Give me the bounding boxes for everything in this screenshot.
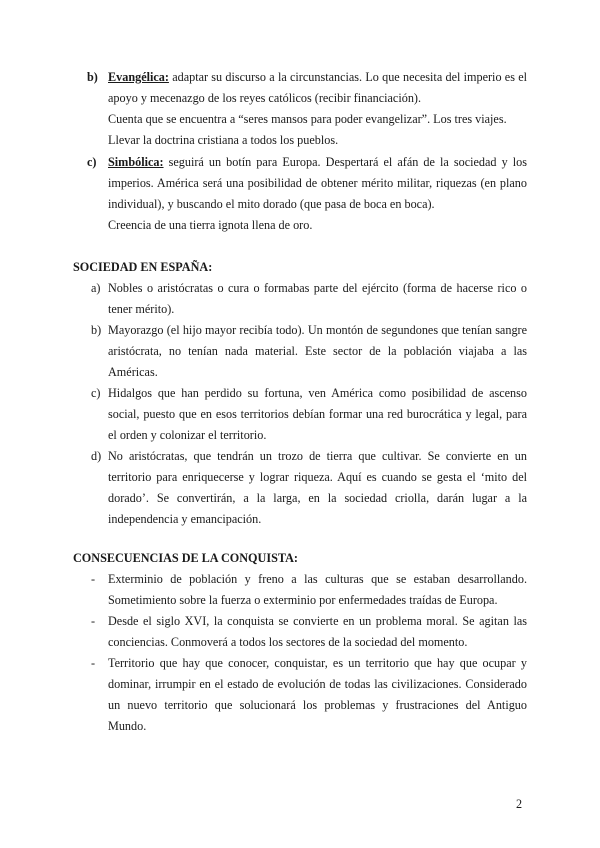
item-lead: Simbólica: bbox=[108, 155, 164, 169]
list-item-text: Nobles o aristócratas o cura o formabas parte del ejército (forma de hacerse rico o tener mérito). bbox=[108, 281, 527, 316]
item-note: Llevar la doctrina cristiana a todos los pueblos. bbox=[108, 133, 339, 147]
list-item-text: No aristócratas, que tendrán un trozo de tierra que cultivar. Se convierte en un territorio para enriquecerse y lograr riqueza. Aquí es cuando se gesta el ‘mito del dorado’. Se convertirán, a la larga, en la sociedad criolla, darán lugar a la independencia y emancipación. bbox=[108, 449, 527, 526]
list-item-text: Mayorazgo (el hijo mayor recibía todo). Un montón de segundones que tenían sangre aristócrata, no tenían nada material. Este sector de la población viajaba a las Américas. bbox=[108, 323, 527, 379]
item-note: Cuenta que se encuentra a “seres mansos para poder evangelizar”. Los tres viajes. bbox=[108, 112, 507, 126]
item-marker: c) bbox=[87, 155, 97, 169]
item-text: adaptar su discurso a la circunstancias. Lo que necesita del imperio es el apoyo y mecenazgo de los reyes católicos (recibir financiación). bbox=[108, 70, 527, 105]
list-item-text: Hidalgos que han perdido su fortuna, ven América como posibilidad de ascenso social, puesto que en esos territorios debían formar una red burocrática y legal, para el orden y colonizar el territorio. bbox=[108, 386, 527, 442]
page-number: 2 bbox=[516, 797, 523, 811]
list-item bbox=[91, 278, 527, 320]
list-item-text: Exterminio de población y freno a las culturas que se estaban desarrollando. Sometimiento sobre la fuerza o exterminio por enfermedades traídas de Europa. bbox=[108, 572, 527, 607]
list-marker: d) bbox=[91, 449, 102, 463]
list-item bbox=[91, 446, 527, 530]
list-marker: - bbox=[91, 614, 96, 628]
item-text: seguirá un botín para Europa. Despertará el afán de la sociedad y los imperios. América será una posibilidad de obtener mérito militar, riquezas (en plano individual), y buscando el mito dorado (que pasa de boca en boca). bbox=[108, 155, 527, 211]
item-marker: b) bbox=[87, 70, 98, 84]
list-marker: - bbox=[91, 572, 96, 586]
sociedad-list bbox=[91, 278, 527, 530]
consecuencias-list bbox=[91, 569, 527, 737]
section-heading-consecuencias: CONSECUENCIAS DE LA CONQUISTA: bbox=[73, 551, 298, 565]
list-marker: a) bbox=[91, 281, 101, 295]
item-lead: Evangélica: bbox=[108, 70, 169, 84]
list-marker: b) bbox=[91, 323, 102, 337]
item-note: Creencia de una tierra ignota llena de oro. bbox=[108, 218, 313, 232]
item-evangelica bbox=[87, 67, 527, 151]
section-heading-sociedad: SOCIEDAD EN ESPAÑA: bbox=[73, 260, 213, 274]
list-item-text: Territorio que hay que conocer, conquistar, es un territorio que hay que ocupar y dominar, irrumpir en el estado de evolución de todas las civilizaciones. Considerado un nuevo territorio que solucionará los problemas y frustraciones del Antiguo Mundo. bbox=[108, 656, 527, 733]
list-item bbox=[91, 383, 527, 446]
list-item bbox=[91, 569, 527, 611]
item-simbolica bbox=[87, 152, 527, 236]
list-marker: c) bbox=[91, 386, 101, 400]
list-item bbox=[91, 611, 527, 653]
list-item-text: Desde el siglo XVI, la conquista se convierte en un problema moral. Se agitan las conciencias. Conmoverá a todos los sectores de la sociedad del momento. bbox=[108, 614, 527, 649]
list-marker: - bbox=[91, 656, 96, 670]
list-item bbox=[91, 320, 527, 383]
list-item bbox=[91, 653, 527, 737]
